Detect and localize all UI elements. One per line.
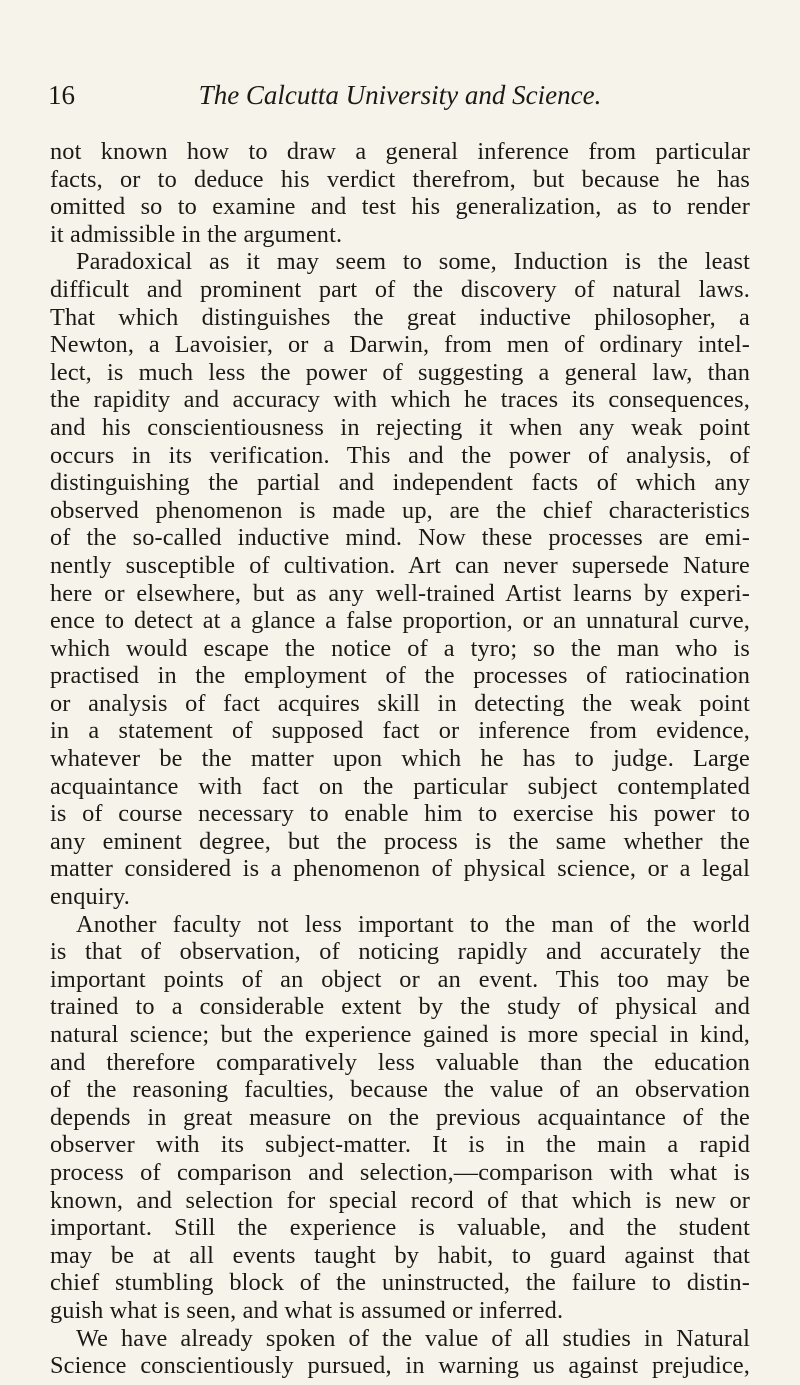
text-line: omitted so to examine and test his generalization, as to render [50, 193, 750, 221]
text-line: nently susceptible of cultivation. Art can never supersede Nature [50, 551, 750, 579]
text-line: That which distinguishes the great inductive philosopher, a [50, 303, 750, 331]
text-line: and therefore comparatively less valuable than the education [50, 1048, 750, 1076]
text-line: the rapidity and accuracy with which he traces its consequences, [50, 386, 750, 414]
text-line: observer with its subject-matter. It is in the main a rapid [50, 1131, 750, 1159]
text-line: which would escape the notice of a tyro; so the man who is [50, 634, 750, 662]
text-line: lect, is much less the power of suggesting a general law, than [50, 358, 750, 386]
text-line: Science conscientiously pursued, in warning us against prejudice, [50, 1352, 750, 1380]
text-line: chief stumbling block of the uninstructed, the failure to distin- [50, 1269, 750, 1297]
text-line: important. Still the experience is valuable, and the student [50, 1214, 750, 1242]
text-line: known, and selection for special record of that which is new or [50, 1186, 750, 1214]
text-line: Another faculty not less important to the man of the world [76, 910, 750, 938]
text-line: is that of observation, of noticing rapidly and accurately the [50, 938, 750, 966]
text-line: of the reasoning faculties, because the value of an observation [50, 1076, 750, 1104]
text-line: difficult and prominent part of the discovery of natural laws. [50, 275, 750, 303]
text-line: important points of an object or an event. This too may be [50, 965, 750, 993]
text-line: any eminent degree, but the process is the same whether the [50, 827, 750, 855]
text-line: it admissible in the argument. [50, 220, 343, 248]
text-line: Newton, a Lavoisier, or a Darwin, from men of ordinary intel- [50, 331, 750, 359]
text-line: acquaintance with fact on the particular subject contemplated [50, 772, 750, 800]
text-line: occurs in its verification. This and the power of analysis, of [50, 441, 750, 469]
text-line: natural science; but the experience gained is more special in kind, [50, 1021, 750, 1048]
text-line: process of comparison and selection,—comparison with what is [50, 1158, 750, 1186]
text-line: facts, or to deduce his verdict therefrom, but because he has [50, 165, 750, 193]
text-line: may be at all events taught by habit, to guard against that [50, 1241, 750, 1269]
text-line: enquiry. [50, 883, 130, 911]
text-line: here or elsewhere, but as any well-trained Artist learns by experi- [50, 579, 750, 607]
text-line: or analysis of fact acquires skill in detecting the weak point [50, 689, 750, 717]
text-line: distinguishing the partial and independent facts of which any [50, 469, 750, 497]
text-line: and his conscientiousness in rejecting it when any weak point [50, 413, 750, 441]
page-number: 16 [48, 80, 75, 110]
running-title: The Calcutta University and Science. [198, 80, 602, 110]
text-line: guish what is seen, and what is assumed or inferred. [50, 1296, 564, 1324]
text-line: not known how to draw a general inference from particular [50, 138, 750, 165]
page-header [48, 80, 752, 120]
text-line: is of course necessary to enable him to exercise his power to [50, 800, 750, 828]
text-line: whatever be the matter upon which he has to judge. Large [50, 745, 750, 773]
text-line: of the so-called inductive mind. Now these processes are emi- [50, 524, 750, 552]
text-line: ence to detect at a glance a false proportion, or an unnatural curve, [50, 607, 750, 635]
text-line: Paradoxical as it may seem to some, Induction is the least [76, 248, 750, 276]
text-line: depends in great measure on the previous acquaintance of the [50, 1103, 750, 1131]
text-line: trained to a considerable extent by the study of physical and [50, 993, 750, 1021]
text-line: We have already spoken of the value of all studies in Natural [76, 1324, 750, 1352]
text-line: practised in the employment of the processes of ratiocination [50, 662, 750, 690]
text-line: in a statement of supposed fact or inference from evidence, [50, 717, 750, 745]
text-line: observed phenomenon is made up, are the chief characteristics [50, 496, 750, 524]
body-text [50, 138, 750, 1380]
text-line: matter considered is a phenomenon of physical science, or a legal [50, 855, 750, 883]
